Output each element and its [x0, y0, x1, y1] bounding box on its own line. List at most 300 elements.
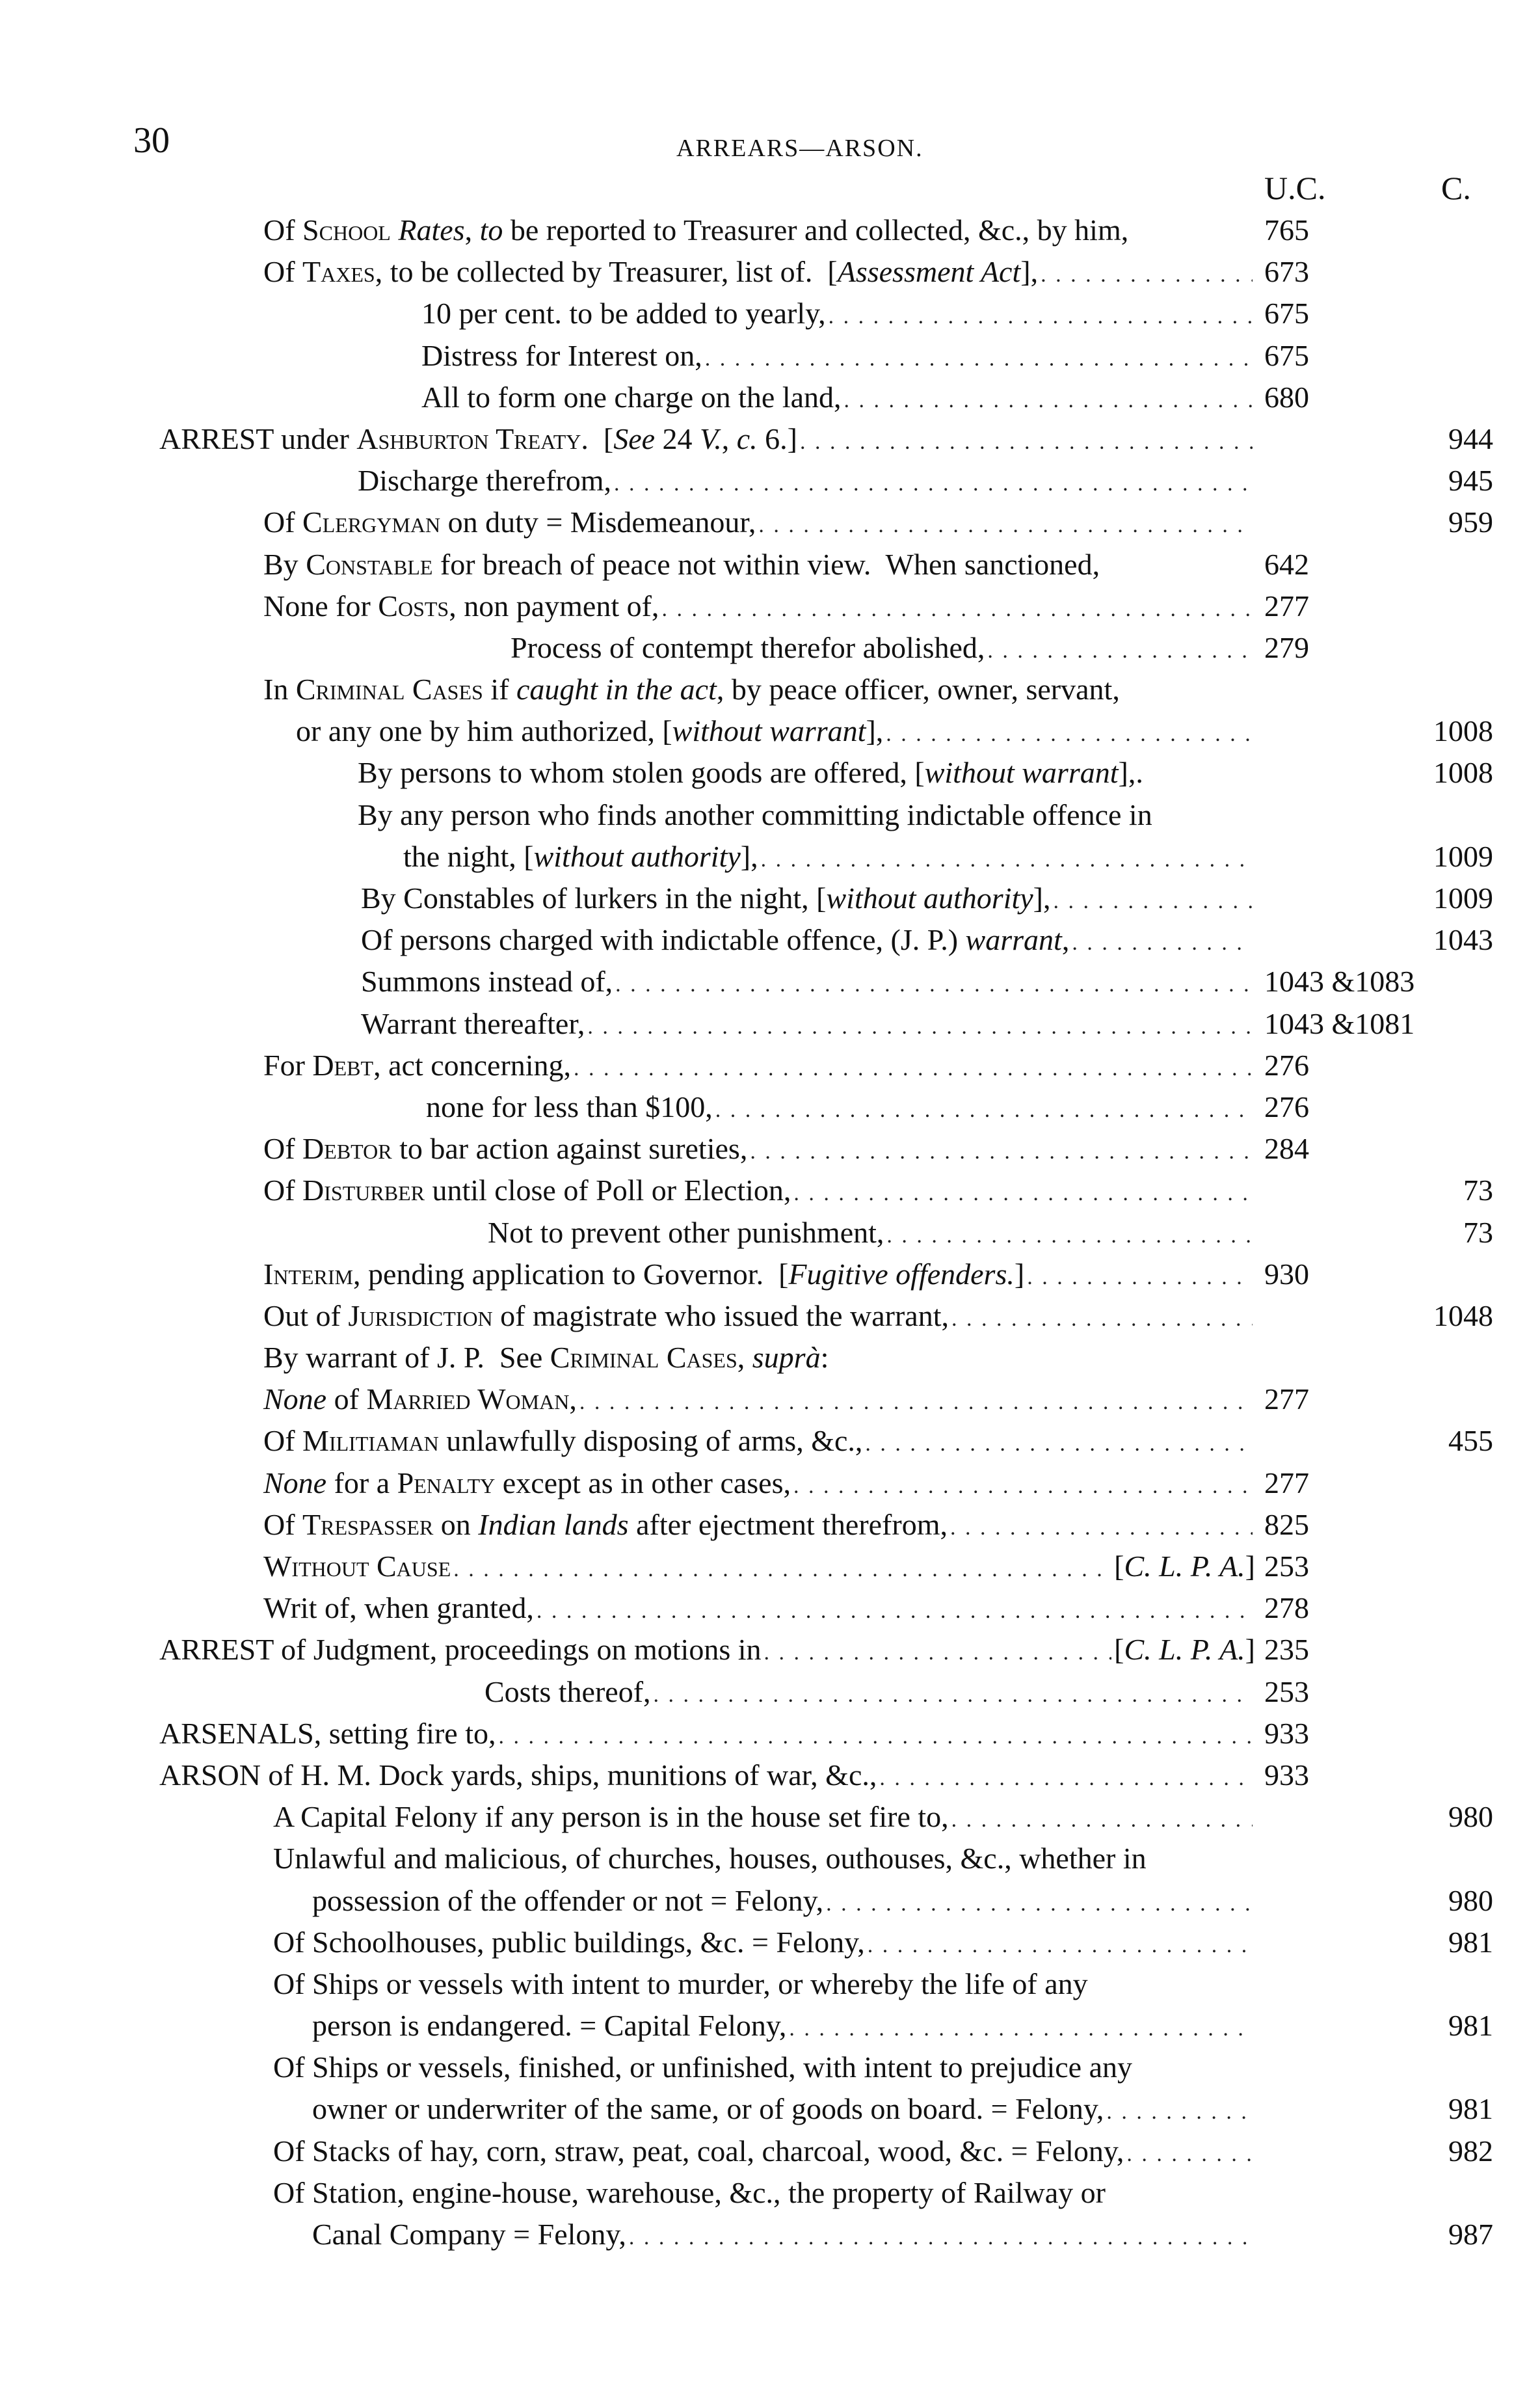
entry-label — [273, 1922, 865, 1963]
entry-text-part: without warrant — [924, 756, 1119, 790]
entry-text-part: none for less than $100, — [426, 1090, 713, 1123]
entry-text-part: caught in the act — [516, 673, 717, 706]
index-entry — [0, 502, 1540, 543]
index-entry — [0, 1086, 1540, 1128]
entry-text-part: Of Schoolhouses, public buildings, &c. = Felony, — [273, 1925, 865, 1959]
page-ref-uc: 933 — [1264, 1716, 1309, 1750]
entry-label — [361, 919, 1069, 961]
entry-text-part: ], — [1033, 881, 1051, 915]
entry-label — [421, 293, 826, 334]
entry-text-part: of magistrate who issued the warrant, — [492, 1298, 949, 1332]
entry-text-part: the night, [ — [403, 839, 534, 873]
dot-leader — [587, 1006, 1253, 1048]
entry-text-part: ARSON of H. M. Dock yards, ships, munitions of war, &c., — [159, 1758, 877, 1792]
entry-label — [312, 2005, 786, 2047]
dot-leader — [761, 839, 1253, 881]
entry-text-part: . [ — [581, 422, 614, 455]
entry-text-part: Discharge therefrom, — [358, 464, 611, 498]
index-entry — [0, 794, 1540, 836]
page-ref-c: 1008 — [1433, 714, 1493, 748]
page-ref-c: 1009 — [1433, 881, 1493, 915]
page-ref-c: 981 — [1448, 1925, 1493, 1959]
entry-label — [263, 1337, 829, 1378]
entry-text-part: Constable — [306, 547, 433, 581]
entry-label — [273, 2130, 1124, 2172]
entry-text-part: In — [263, 673, 296, 706]
index-entry — [0, 2047, 1540, 2088]
index-entries — [0, 209, 1540, 2255]
page-ref-c: 1043 — [1433, 923, 1493, 957]
dot-leader — [793, 1466, 1253, 1507]
entry-text-part: Of Ships or vessels, finished, or unfinished, with intent to prejudice any — [273, 2050, 1133, 2084]
column-head-c: C. — [1441, 170, 1471, 206]
entry-label — [312, 2214, 626, 2255]
entry-text-part — [391, 213, 399, 247]
entry-label — [273, 1838, 1147, 1879]
entry-label — [263, 1378, 577, 1420]
entry-text-part: , pending application to Governor. [ — [352, 1257, 789, 1291]
entry-text-part: Process of contempt therefor abolished, — [511, 630, 985, 664]
entry-label — [273, 1796, 949, 1838]
entry-label — [488, 1212, 884, 1254]
dot-leader — [1054, 881, 1253, 922]
dot-leader — [865, 1423, 1253, 1465]
entry-text-part: Criminal Cases — [550, 1341, 737, 1375]
index-entry — [0, 544, 1540, 585]
entry-text-part: By Constables of lurkers in the night, [ — [361, 881, 827, 915]
entry-text-part: , — [1061, 923, 1070, 957]
dot-leader — [764, 1632, 1112, 1674]
dot-leader — [1072, 922, 1253, 964]
dot-leader — [844, 380, 1253, 422]
dot-leader — [579, 1382, 1253, 1423]
index-entry — [0, 1170, 1540, 1211]
page-ref-uc: 235 — [1264, 1633, 1309, 1667]
entry-reference — [1114, 1546, 1255, 1587]
entry-text-part: Married Woman — [366, 1382, 570, 1416]
entry-text-part: without authority — [533, 839, 741, 873]
entry-text-part: By any person who finds another committing indictable offence in — [358, 798, 1152, 831]
entry-text-part: for breach of peace not within view. When sanctioned, — [432, 547, 1100, 581]
entry-label — [273, 2172, 1106, 2214]
entry-label — [358, 460, 611, 502]
index-entry — [0, 418, 1540, 460]
entry-text-part: Criminal Cases — [295, 673, 483, 706]
entry-text-part: , — [464, 213, 480, 247]
dot-leader — [987, 630, 1253, 672]
index-entry — [0, 1796, 1540, 1838]
entry-label — [273, 2047, 1132, 2088]
entry-text-part: Taxes — [302, 255, 375, 289]
index-entry — [0, 1629, 1540, 1671]
entry-text-part: Of Ships or vessels with intent to murder, or whereby the life of any — [273, 1967, 1088, 2000]
entry-text-part: 10 per cent. to be added to yearly, — [421, 297, 826, 330]
entry-text-part: Of Station, engine-house, warehouse, &c., the property of Railway or — [273, 2175, 1106, 2209]
dot-leader — [951, 1799, 1253, 1841]
page-ref-uc: 642 — [1264, 547, 1309, 581]
entry-text-part: School — [302, 213, 391, 247]
entry-text-part: Rates — [398, 213, 465, 247]
entry-label — [403, 836, 758, 878]
entry-label — [485, 1671, 651, 1713]
dot-leader — [951, 1298, 1253, 1340]
dot-leader — [498, 1716, 1253, 1758]
column-head-uc: U.C. — [1264, 170, 1326, 206]
entry-text-part: ] — [1014, 1257, 1025, 1291]
entry-text-part: All to form one charge on the land, — [421, 380, 842, 414]
page-ref-uc: 277 — [1264, 589, 1309, 623]
dot-leader — [886, 714, 1253, 755]
entry-text-part: ARREST under — [159, 422, 357, 455]
entry-label — [263, 669, 1120, 710]
entry-text-part: of — [326, 1382, 367, 1416]
index-entry — [0, 1963, 1540, 2005]
entry-label — [263, 1045, 571, 1086]
entry-text-part: ], — [740, 839, 758, 873]
dot-leader — [715, 1090, 1253, 1131]
running-head: ARREARS—ARSON. — [676, 135, 923, 162]
index-entry — [0, 1462, 1540, 1504]
page-ref-uc: 276 — [1264, 1048, 1309, 1082]
dot-leader — [950, 1507, 1253, 1549]
entry-text-part: By warrant of J. P. See — [263, 1341, 550, 1375]
entry-text-part: 24 — [655, 422, 700, 455]
entry-text-part: Of persons charged with indictable offence, (J. P.) — [361, 923, 966, 957]
page-ref-c: 73 — [1463, 1215, 1493, 1249]
dot-leader — [1027, 1257, 1253, 1298]
entry-text-part: [ — [1114, 1633, 1124, 1667]
page-ref-uc: 279 — [1264, 630, 1309, 664]
index-entry — [0, 1128, 1540, 1170]
entry-text-part: c. — [736, 422, 758, 455]
entry-text-part: V. — [700, 422, 722, 455]
index-entry — [0, 2005, 1540, 2047]
entry-text-part: Summons instead of, — [361, 965, 613, 999]
dot-leader — [829, 296, 1253, 338]
entry-text-part: unlawfully disposing of arms, &c., — [438, 1424, 863, 1458]
dot-leader — [826, 1883, 1253, 1925]
dot-leader — [614, 463, 1253, 505]
page-ref-uc: 825 — [1264, 1507, 1309, 1541]
page-ref-c: 959 — [1448, 505, 1493, 539]
page-ref-uc: 276 — [1264, 1090, 1309, 1123]
entry-label — [263, 1254, 1024, 1295]
entry-text-part: Trespasser — [302, 1507, 434, 1541]
entry-text-part: Debt — [312, 1048, 374, 1082]
entry-text-part: Of — [263, 505, 303, 539]
entry-text-part: for a — [326, 1466, 397, 1499]
entry-text-part: to bar action against sureties, — [392, 1132, 748, 1166]
index-entry — [0, 2088, 1540, 2130]
entry-label — [263, 1462, 791, 1504]
index-entry — [0, 1546, 1540, 1587]
entry-text-part: Of — [263, 1132, 303, 1166]
page-ref-c: 987 — [1448, 2218, 1493, 2251]
entry-text-part: Of — [263, 1424, 303, 1458]
page-ref-uc: 930 — [1264, 1257, 1309, 1291]
entry-text-part: , non payment of, — [449, 589, 659, 623]
index-entry — [0, 1922, 1540, 1963]
index-entry — [0, 585, 1540, 627]
entry-text-part: owner or underwriter of the same, or of goods on board. = Felony, — [312, 2092, 1104, 2126]
entry-text-part: Without Cause — [263, 1550, 451, 1583]
entry-text-part: Of — [263, 1174, 303, 1207]
index-entry — [0, 752, 1540, 794]
entry-text-part: ], — [1020, 255, 1039, 289]
entry-label — [426, 1086, 713, 1128]
index-entry — [0, 2172, 1540, 2214]
index-entry — [0, 1378, 1540, 1420]
entry-label — [263, 251, 1038, 293]
entry-label — [296, 710, 883, 752]
page-ref-c: 73 — [1463, 1174, 1493, 1207]
entry-text-part: , by peace officer, owner, servant, — [716, 673, 1120, 706]
dot-leader — [886, 1215, 1253, 1257]
dot-leader — [629, 2217, 1253, 2259]
index-entry — [0, 1337, 1540, 1378]
entry-text-part: Distress for Interest on, — [421, 338, 702, 372]
entry-text-part: without warrant — [672, 714, 866, 748]
page-ref-c: 1048 — [1433, 1298, 1493, 1332]
entry-text-part: None — [263, 1382, 327, 1416]
entry-text-part: warrant — [965, 923, 1062, 957]
entry-text-part: if — [483, 673, 516, 706]
entry-text-part: be reported to Treasurer and collected, &c., by him, — [503, 213, 1129, 247]
entry-label — [263, 1295, 949, 1337]
entry-text-part: Of — [263, 255, 303, 289]
entry-label — [263, 1587, 534, 1629]
dot-leader — [1126, 2134, 1253, 2175]
dot-leader — [750, 1131, 1253, 1173]
entry-text-part: or any one by him authorized, [ — [296, 714, 672, 748]
dot-leader — [705, 338, 1253, 380]
entry-text-part: possession of the offender or not = Felony, — [312, 1883, 824, 1917]
dot-leader — [800, 422, 1253, 463]
dot-leader — [661, 589, 1253, 630]
entry-text-part: ], — [866, 714, 884, 748]
entry-text-part: : — [820, 1341, 829, 1375]
dot-leader — [615, 964, 1253, 1006]
entry-text-part: None — [263, 1466, 327, 1499]
index-entry — [0, 460, 1540, 502]
entry-label — [263, 1504, 948, 1546]
entry-text-part: Interim — [263, 1257, 353, 1291]
entry-text-part: Costs thereof, — [485, 1674, 651, 1708]
index-entry — [0, 1671, 1540, 1713]
page-ref-uc: 765 — [1264, 213, 1309, 247]
entry-text-part: ARREST of Judgment, proceedings on motions in — [159, 1633, 762, 1667]
page-ref-uc: 278 — [1264, 1591, 1309, 1625]
entry-text-part: person is endangered. = Capital Felony, — [312, 2009, 787, 2043]
dot-leader — [879, 1758, 1253, 1799]
dot-leader — [868, 1925, 1253, 1967]
index-entry — [0, 1045, 1540, 1086]
page-ref-c: 1009 — [1433, 839, 1493, 873]
page-ref-uc: 675 — [1264, 338, 1309, 372]
page-ref-c: 982 — [1448, 2134, 1493, 2168]
entry-text-part: C. L. P. A. — [1124, 1550, 1245, 1583]
page-ref-uc: 284 — [1264, 1132, 1309, 1166]
page-ref-uc: 933 — [1264, 1758, 1309, 1792]
entry-text-part: A Capital Felony if any person is in the house set fire to, — [273, 1800, 949, 1834]
entry-text-part: Of — [263, 213, 303, 247]
page-ref-uc: 253 — [1264, 1550, 1309, 1583]
index-entry — [0, 209, 1540, 251]
page-ref-uc: 253 — [1264, 1674, 1309, 1708]
entry-text-part: Penalty — [397, 1466, 496, 1499]
entry-text-part: Warrant thereafter, — [361, 1006, 585, 1040]
entry-text-part: Ashburton Treaty — [356, 422, 581, 455]
entry-text-part: suprà — [752, 1341, 821, 1375]
entry-text-part: to — [479, 213, 503, 247]
entry-text-part: Writ of, when granted, — [263, 1591, 534, 1625]
entry-text-part: By — [263, 547, 306, 581]
entry-text-part: Unlawful and malicious, of churches, houses, outhouses, &c., whether in — [273, 1842, 1147, 1875]
index-entry — [0, 1295, 1540, 1337]
entry-text-part: Costs — [378, 589, 449, 623]
entry-text-part: until close of Poll or Election, — [424, 1174, 791, 1207]
index-entry — [0, 1838, 1540, 1879]
index-entry — [0, 878, 1540, 919]
entry-label — [312, 2088, 1104, 2130]
entry-text-part: without authority — [826, 881, 1033, 915]
entry-text-part: , — [737, 1341, 752, 1375]
index-entry — [0, 710, 1540, 752]
index-entry — [0, 1880, 1540, 1922]
entry-text-part: See — [613, 422, 656, 455]
index-entry — [0, 335, 1540, 377]
page-ref-uc: 680 — [1264, 380, 1309, 414]
entry-text-part: 6.] — [757, 422, 797, 455]
entry-text-part: Of Stacks of hay, corn, straw, peat, coal, charcoal, wood, &c. = Felony, — [273, 2134, 1124, 2168]
entry-text-part: Not to prevent other punishment, — [488, 1215, 884, 1249]
entry-label — [263, 544, 1100, 585]
page-ref-c: 980 — [1448, 1800, 1493, 1834]
index-entry — [0, 919, 1540, 961]
index-entry — [0, 2130, 1540, 2172]
page-ref-uc: 675 — [1264, 297, 1309, 330]
index-entry — [0, 836, 1540, 878]
entry-text-part: Fugitive offenders. — [788, 1257, 1015, 1291]
entry-label — [358, 794, 1152, 836]
dot-leader — [537, 1591, 1253, 1632]
page-number: 30 — [133, 120, 170, 161]
page-ref-c: 455 — [1448, 1424, 1493, 1458]
entry-text-part: on duty = Misdemeanour, — [440, 505, 756, 539]
entry-label — [358, 752, 1143, 794]
entry-label — [511, 627, 985, 669]
entry-label — [263, 1546, 451, 1587]
page-ref-uc: 673 — [1264, 255, 1309, 289]
entry-label — [361, 1003, 585, 1045]
index-entry — [0, 1587, 1540, 1629]
entry-text-part: Of — [263, 1507, 303, 1541]
entry-text-part: ] — [1245, 1550, 1255, 1583]
entry-label — [159, 1713, 496, 1754]
entry-text-part: except as in other cases, — [495, 1466, 791, 1499]
entry-text-part: on — [433, 1507, 479, 1541]
entry-text-part: C. L. P. A. — [1124, 1633, 1245, 1667]
entry-text-part: ],. — [1118, 756, 1143, 790]
dot-leader — [793, 1173, 1253, 1215]
entry-label — [159, 418, 797, 460]
index-entry — [0, 1003, 1540, 1045]
entry-label — [263, 1420, 862, 1462]
entry-text-part: Militiaman — [302, 1424, 439, 1458]
index-entry — [0, 1754, 1540, 1796]
entry-label — [421, 335, 702, 377]
page-ref-c: 981 — [1448, 2009, 1493, 2043]
dot-leader — [1041, 254, 1253, 296]
entry-text-part: , — [569, 1382, 577, 1416]
entry-label — [273, 1963, 1088, 2005]
index-entry — [0, 1254, 1540, 1295]
dot-leader — [654, 1674, 1253, 1716]
page-ref-uc: 277 — [1264, 1466, 1309, 1499]
page-ref-c: 981 — [1448, 2092, 1493, 2126]
entry-label — [263, 585, 659, 627]
entry-text-part: , to be collected by Treasurer, list of. [ — [375, 255, 838, 289]
page-ref-c: 1008 — [1433, 756, 1493, 790]
entry-text-part: Jurisdiction — [348, 1298, 493, 1332]
page-ref-c: 945 — [1448, 464, 1493, 498]
index-entry — [0, 1212, 1540, 1254]
entry-label — [312, 1880, 823, 1922]
entry-text-part: None for — [263, 589, 378, 623]
entry-text-part: ] — [1245, 1633, 1255, 1667]
page-ref-uc: 1043 &1083 — [1264, 965, 1415, 999]
entry-label — [361, 878, 1051, 919]
dot-leader — [574, 1048, 1253, 1090]
dot-leader — [453, 1549, 1111, 1591]
entry-text-part: Disturber — [302, 1174, 425, 1207]
index-entry — [0, 1504, 1540, 1546]
dot-leader — [789, 2008, 1253, 2050]
entry-text-part: , — [721, 422, 737, 455]
index-entry — [0, 251, 1540, 293]
index-entry — [0, 377, 1540, 418]
dot-leader — [758, 505, 1253, 546]
entry-label — [159, 1629, 762, 1671]
page-ref-uc: 1043 &1081 — [1264, 1006, 1415, 1040]
entry-label — [263, 502, 756, 543]
index-entry — [0, 961, 1540, 1002]
index-entry — [0, 669, 1540, 710]
entry-text-part: For — [263, 1048, 313, 1082]
page-ref-uc: 277 — [1264, 1382, 1309, 1416]
entry-text-part: after ejectment therefrom, — [628, 1507, 948, 1541]
entry-text-part: , act concerning, — [373, 1048, 572, 1082]
dot-leader — [1106, 2091, 1253, 2133]
entry-text-part: Canal Company = Felony, — [312, 2218, 626, 2251]
entry-label — [263, 209, 1128, 251]
index-entry — [0, 2214, 1540, 2255]
entry-text-part: Debtor — [302, 1132, 392, 1166]
entry-label — [421, 377, 842, 418]
entry-text-part: Assessment Act — [837, 255, 1021, 289]
entry-label — [361, 961, 613, 1002]
entry-text-part: By persons to whom stolen goods are offered, [ — [358, 756, 925, 790]
entry-reference — [1114, 1629, 1255, 1671]
entry-label — [263, 1170, 791, 1211]
entry-label — [159, 1754, 877, 1796]
page-ref-c: 944 — [1448, 422, 1493, 455]
entry-text-part: Indian lands — [478, 1507, 629, 1541]
index-entry — [0, 1713, 1540, 1754]
entry-text-part: Clergyman — [302, 505, 441, 539]
entry-text-part: ARSENALS, setting fire to, — [159, 1716, 496, 1750]
index-entry — [0, 1420, 1540, 1462]
